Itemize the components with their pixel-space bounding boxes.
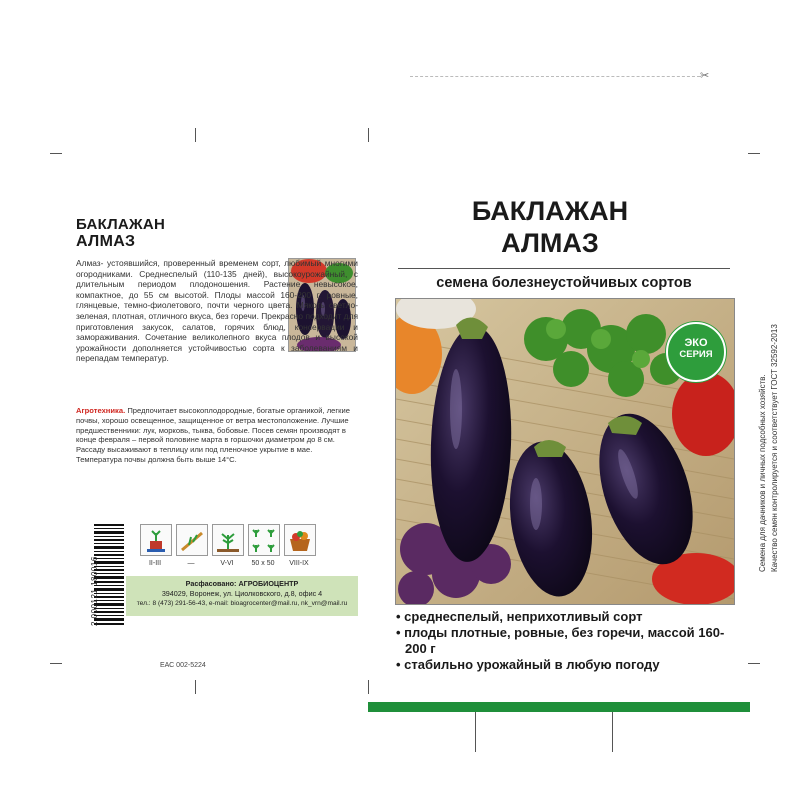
crop-mark <box>50 153 62 154</box>
barcode-bars <box>78 522 124 628</box>
crop-mark <box>748 153 760 154</box>
side-text-line2: Качество семян контролируется и соответствует ГОСТ 32592-2013 <box>770 324 779 572</box>
barcode-number: 2 000121 180016 <box>90 556 99 626</box>
packer-info <box>126 579 358 609</box>
crop-mark <box>368 680 369 694</box>
harvest-basket-icon <box>284 524 316 556</box>
crop-mark <box>195 680 196 694</box>
sowing-pot-icon <box>140 524 172 556</box>
icon-label-sowing: II-III <box>148 560 162 567</box>
icon-label-seedling: — <box>187 560 195 567</box>
spacing-icon <box>248 524 280 556</box>
planting-icon <box>212 524 244 556</box>
packer-label: Расфасовано: АГРОБИОЦЕНТР <box>185 579 299 588</box>
barcode <box>78 522 124 628</box>
feature-text: стабильно урожайный в любую погоду <box>404 657 660 672</box>
agro-label: Агротехника. <box>76 406 126 415</box>
front-title-crop: БАКЛАЖАН <box>471 196 629 226</box>
back-description-text: Алмаз- устоявшийся, проверенный временем сорт, любимый многими огородниками. Среднеспелый (110-135 дней), высокоурожайный, с длительным периодом плодоношения. Растение невысокое, компактное, до 55 см высотой. Плоды массой 160-200 г, ровные, глянцевые, темно-фиолетового, почти черного цвета. Мякоть светло-зеленая, плотная, отличного вкуса, без горечи. Прекрасно подходит для приготовления закусок, салатов, горячих блюд, консервации и замораживания. Сочетание великолепного вкуса плодов и высокой урожайности дополняется устойчивостью сорта к заболеваниям и перепадам температур. <box>76 258 358 364</box>
back-title <box>76 216 165 250</box>
crop-mark <box>475 712 476 752</box>
seedling-icon <box>176 524 208 556</box>
back-title-crop: БАКЛАЖАН <box>76 216 166 233</box>
feature-item: • среднеспелый, неприхотливый сорт <box>396 609 643 624</box>
packer-address: 394029, Воронеж, ул. Циолковского, д.8, офис 4 <box>161 589 323 598</box>
icon-label-planting: V-VI <box>220 560 234 567</box>
front-subtitle: семена болезнеустойчивых сортов <box>436 275 692 291</box>
scissors-icon: ✂ <box>700 70 710 82</box>
certification-mark: ЕАС 002-5224 <box>160 662 206 669</box>
packer-contacts: тел.: 8 (473) 291-56-43, e-mail: bioagrocenter@mail.ru, nk_vrn@mail.ru <box>136 600 348 607</box>
crop-mark <box>368 128 369 142</box>
feature-item: • стабильно урожайный в любую погоду <box>396 657 660 672</box>
back-description <box>76 258 358 364</box>
agro-section <box>76 406 358 465</box>
crop-mark <box>748 663 760 664</box>
icon-label-spacing: 50 x 50 <box>251 560 275 567</box>
back-title-variety: АЛМАЗ <box>76 233 136 250</box>
eco-series-badge <box>666 322 726 382</box>
feature-text: среднеспелый, неприхотливый сорт <box>404 609 643 624</box>
subtitle-rule <box>398 268 730 269</box>
crop-mark <box>612 712 613 752</box>
icon-label-harvest: VIII-IX <box>289 560 309 567</box>
bottom-brand-stripe <box>368 702 750 712</box>
side-text-line1: Семена для дачников и личных подсобных хозяйств. <box>758 374 767 572</box>
crop-mark <box>195 128 196 142</box>
front-title-variety: АЛМАЗ <box>501 228 599 258</box>
packer-info-bar <box>126 576 358 616</box>
agro-text: Предпочитает высокоплодородные, богатые органикой, легкие почвы, хорошо освещенное, защищенное от ветра местоположение. Лучшие предшественники: лук, морковь, тыква, бобовые. Посев семян производят в конце февраля – первой половине марта в горшочки диаметром до 8 см. Рассаду высаживают в теплицу или под пленочное укрытие в мае. Температура почвы должна быть выше 14°С. <box>76 406 350 464</box>
crop-mark <box>50 663 62 664</box>
feature-text: плоды плотные, ровные, без горечи, массой 160-200 г <box>404 625 725 656</box>
feature-item: • плоды плотные, ровные, без горечи, массой 160-200 г <box>396 625 725 656</box>
eco-badge-line1: ЭКО <box>684 337 708 349</box>
fold-line <box>410 76 700 77</box>
eco-badge-line2: СЕРИЯ <box>679 349 713 360</box>
feature-list <box>396 609 736 673</box>
